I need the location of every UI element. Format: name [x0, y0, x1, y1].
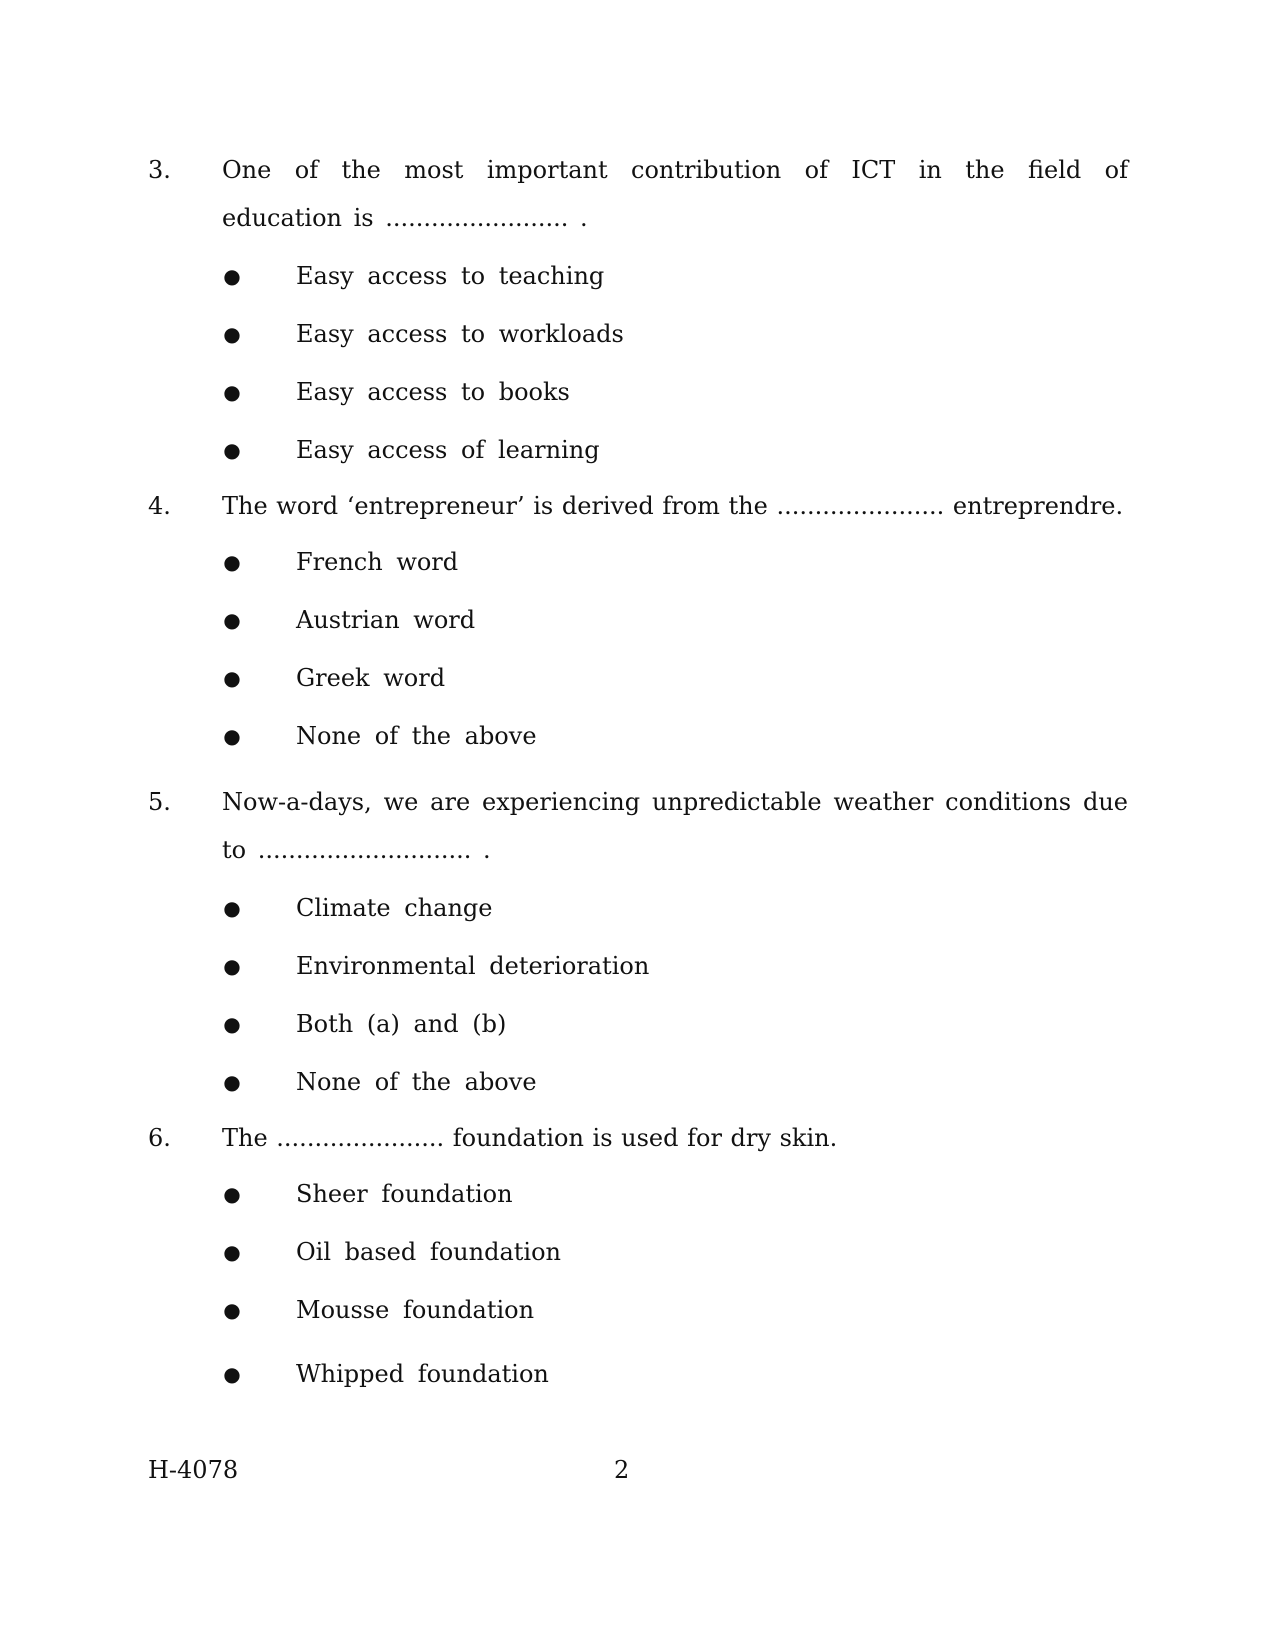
bullet-icon: ●: [223, 1298, 241, 1322]
paper-code: H-4078: [148, 1456, 239, 1484]
option-item: [222, 600, 1022, 640]
option-label: Easy access to workloads: [296, 320, 624, 348]
option-item: [222, 314, 1022, 354]
question-number: 4.: [148, 492, 171, 520]
option-label: Sheer foundation: [296, 1180, 513, 1208]
question-text: The ...................... foundation is used for dry skin.: [222, 1124, 838, 1152]
option-label: None of the above: [296, 1068, 537, 1096]
option-label: Easy access of learning: [296, 436, 600, 464]
page-number: 2: [614, 1456, 630, 1484]
option-label: None of the above: [296, 722, 537, 750]
bullet-icon: ●: [223, 264, 241, 288]
bullet-icon: ●: [223, 1070, 241, 1094]
bullet-icon: ●: [223, 438, 241, 462]
option-item: [222, 1062, 1022, 1102]
question-text: The word ‘entrepreneur’ is derived from the ...................... entreprendre.: [222, 492, 1124, 520]
bullet-icon: ●: [223, 1182, 241, 1206]
option-label: Austrian word: [296, 606, 476, 634]
option-item: [222, 1004, 1022, 1044]
option-item: [222, 1232, 1022, 1272]
question-text: One of the most important contribution of ICT in the field of education is ........................ .: [222, 156, 1128, 232]
option-item: [222, 1290, 1022, 1330]
option-label: Easy access to teaching: [296, 262, 605, 290]
option-item: [222, 430, 1022, 470]
bullet-icon: ●: [223, 550, 241, 574]
bullet-icon: ●: [223, 1362, 241, 1386]
option-item: [222, 1354, 1022, 1394]
option-item: [222, 658, 1022, 698]
bullet-icon: ●: [223, 954, 241, 978]
bullet-icon: ●: [223, 724, 241, 748]
question-number: 3.: [148, 156, 171, 184]
option-item: [222, 256, 1022, 296]
option-item: [222, 372, 1022, 412]
bullet-icon: ●: [223, 1012, 241, 1036]
option-item: [222, 946, 1022, 986]
question-text: Now-a-days, we are experiencing unpredictable weather conditions due to ............................ .: [222, 788, 1128, 864]
bullet-icon: ●: [223, 608, 241, 632]
option-item: [222, 888, 1022, 928]
option-label: Oil based foundation: [296, 1238, 561, 1266]
option-item: [222, 542, 1022, 582]
option-label: Easy access to books: [296, 378, 570, 406]
option-item: [222, 1174, 1022, 1214]
bullet-icon: ●: [223, 896, 241, 920]
option-label: Mousse foundation: [296, 1296, 535, 1324]
bullet-icon: ●: [223, 666, 241, 690]
option-label: French word: [296, 548, 459, 576]
option-label: Climate change: [296, 894, 493, 922]
option-label: Whipped foundation: [296, 1360, 549, 1388]
option-item: [222, 716, 1022, 756]
bullet-icon: ●: [223, 322, 241, 346]
option-label: Environmental deterioration: [296, 952, 650, 980]
question-number: 5.: [148, 788, 171, 816]
option-label: Greek word: [296, 664, 446, 692]
option-label: Both (a) and (b): [296, 1010, 507, 1038]
bullet-icon: ●: [223, 380, 241, 404]
bullet-icon: ●: [223, 1240, 241, 1264]
question-number: 6.: [148, 1124, 171, 1152]
